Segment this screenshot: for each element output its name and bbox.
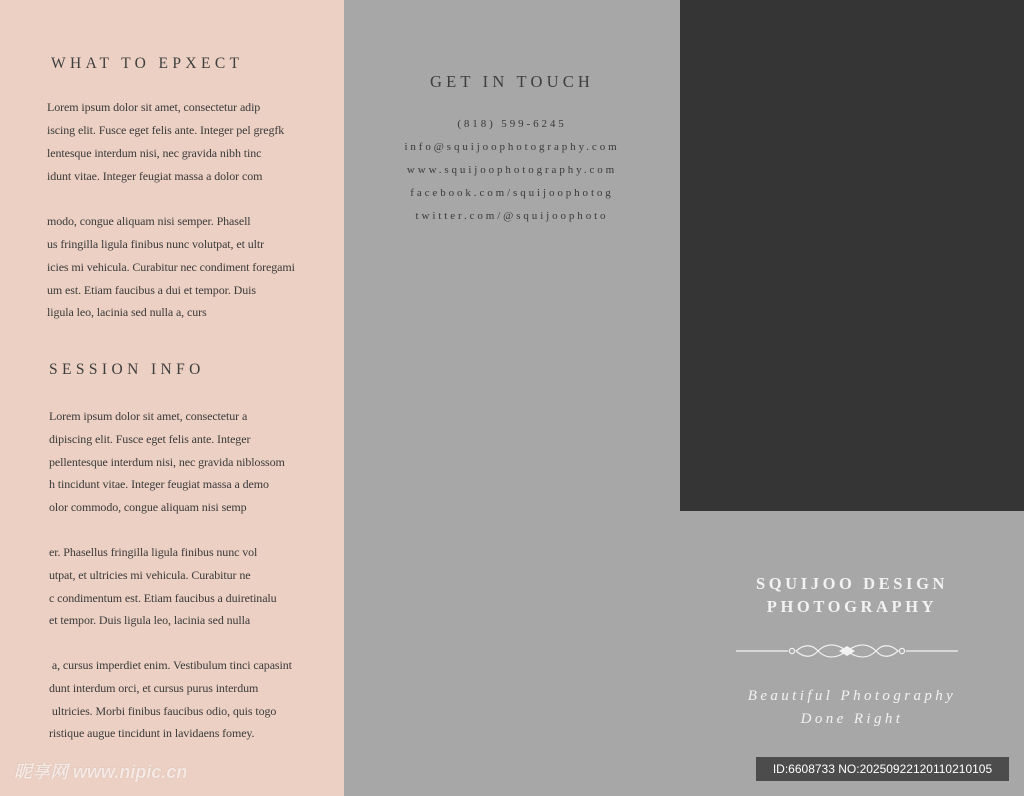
flourish-divider-icon <box>736 640 958 662</box>
expect-text-line: um est. Etiam faucibus a dui et tempor. Duis <box>47 283 256 297</box>
session-text-line: olor commodo, congue aliquam nisi semp <box>49 500 247 514</box>
session-info-heading: SESSION INFO <box>49 361 205 378</box>
expect-text-line: ligula leo, lacinia sed nulla a, curs <box>47 305 207 319</box>
session-text-line: h tincidunt vitae. Integer feugiat massa a demo <box>49 477 269 491</box>
expect-text-line: idunt vitae. Integer feugiat massa a dolor com <box>47 169 263 183</box>
session-text-line: pellentesque interdum nisi, nec gravida niblossom <box>49 455 285 469</box>
facebook-link[interactable]: facebook.com/squijoophotog <box>410 187 614 199</box>
session-text-line: er. Phasellus fringilla ligula finibus nunc vol <box>49 545 258 559</box>
session-text-line: c condimentum est. Etiam faucibus a duiretinalu <box>49 591 277 605</box>
website-link[interactable]: www.squijoophotography.com <box>406 164 618 176</box>
brand-title-line2: PHOTOGRAPHY <box>766 597 938 616</box>
expect-text-line: iscing elit. Fusce eget felis ante. Integer pel gregfk <box>47 123 285 137</box>
brand-title-line1: SQUIJOO DESIGN <box>755 574 949 593</box>
expect-text-line: icies mi vehicula. Curabitur nec condiment foregami <box>47 260 295 274</box>
session-text-line: dunt interdum orci, et cursus purus interdum <box>49 681 259 695</box>
tagline-line1: Beautiful Photography <box>747 688 957 704</box>
session-text-line: ristique augue tincidunt in lavidaens fomey. <box>49 726 255 740</box>
session-text-line: Lorem ipsum dolor sit amet, consectetur a <box>49 409 248 423</box>
get-in-touch-heading: GET IN TOUCH <box>429 72 595 91</box>
session-text-line: dipiscing elit. Fusce eget felis ante. Integer <box>49 432 251 446</box>
brand-title <box>680 572 1024 618</box>
twitter-link[interactable]: twitter.com/@squijoophoto <box>415 210 609 222</box>
session-text-line: ultricies. Morbi finibus faucibus odio, quis togo <box>49 704 277 718</box>
image-id-badge: ID:6608733 NO:20250922120110210105 <box>756 757 1009 781</box>
expect-text-line: us fringilla ligula finibus nunc volutpat, et ultr <box>47 237 264 251</box>
watermark-text: 昵享网 www.nipic.cn <box>14 762 188 782</box>
tagline-line2: Done Right <box>800 711 904 727</box>
session-text-line: et tempor. Duis ligula leo, lacinia sed nulla <box>49 613 251 627</box>
session-text-line: utpat, et ultricies mi vehicula. Curabitur ne <box>49 568 251 582</box>
dark-photo-placeholder <box>680 0 1024 511</box>
expect-text-line: lentesque interdum nisi, nec gravida nibh tinc <box>47 146 262 160</box>
email-link[interactable]: info@squijoophotography.com <box>404 141 620 153</box>
phone-number[interactable]: (818) 599-6245 <box>457 118 567 130</box>
expect-text-line: Lorem ipsum dolor sit amet, consectetur adip <box>47 100 261 114</box>
left-panel <box>0 0 344 796</box>
expect-text-line: modo, congue aliquam nisi semper. Phasell <box>47 214 251 228</box>
what-to-expect-heading: WHAT TO EPXECT <box>51 55 244 72</box>
middle-panel <box>344 0 680 796</box>
session-text-line: a, cursus imperdiet enim. Vestibulum tinci capasint <box>49 658 292 672</box>
